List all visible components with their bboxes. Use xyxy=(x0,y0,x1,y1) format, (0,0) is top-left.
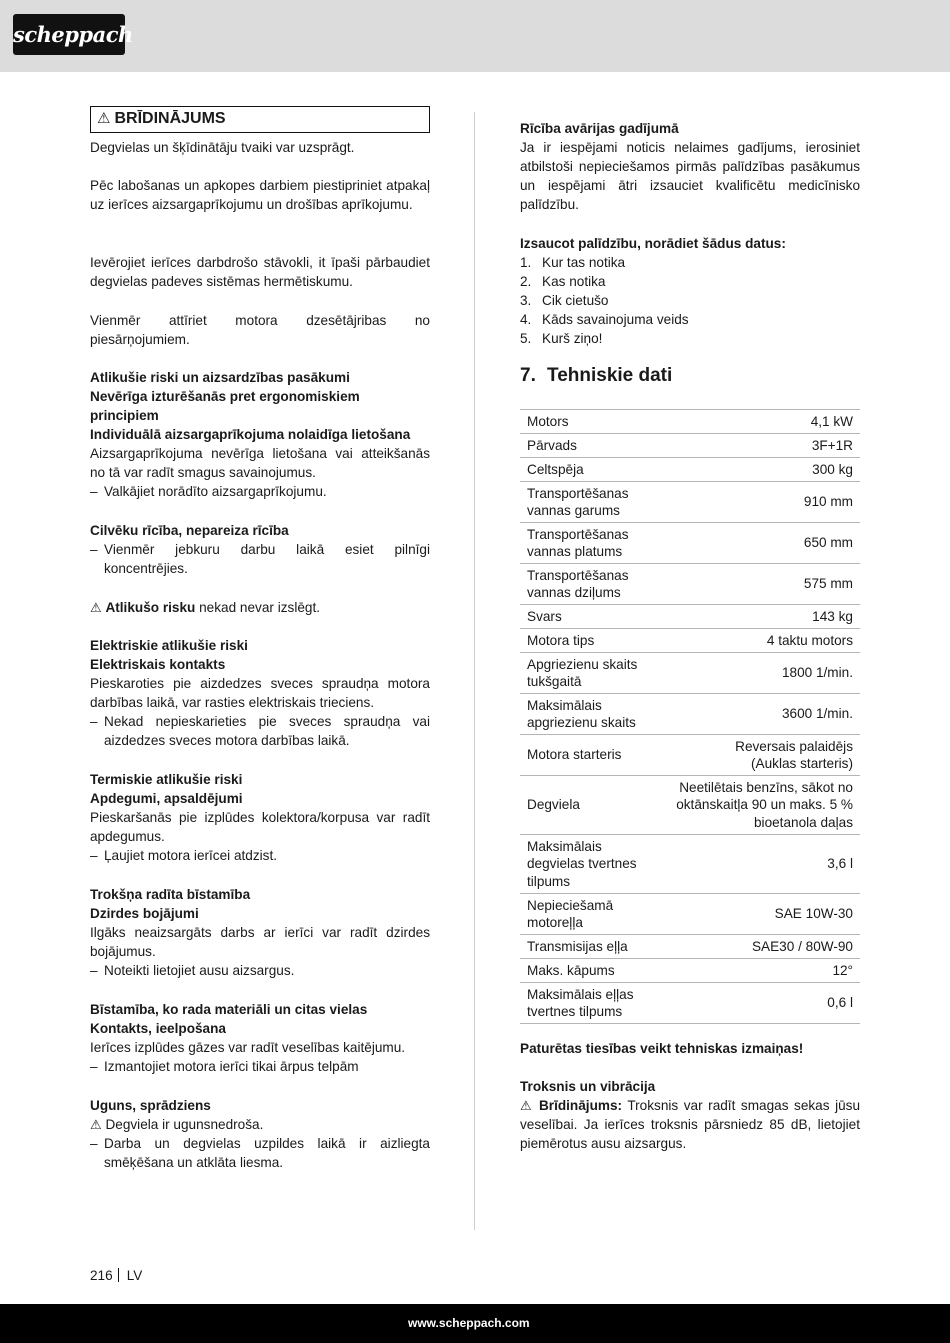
electric-contact-heading: Elektriskais kontakts xyxy=(90,657,226,672)
fire-warning: ⚠ Degviela ir ugunsnedroša. xyxy=(90,1117,264,1132)
spec-label: Maksimālais degvielas tvertnes tilpums xyxy=(520,835,664,894)
page-number: 216 xyxy=(90,1268,113,1283)
list-item: 4. Kāds savainojuma veids xyxy=(520,312,689,327)
spec-label: Celtspēja xyxy=(520,458,664,482)
spec-value: 0,6 l xyxy=(664,983,860,1024)
list-item: 3. Cik cietušo xyxy=(520,293,609,308)
table-row xyxy=(520,983,860,1024)
spec-value: 4 taktu motors xyxy=(664,629,860,653)
spec-label: Motora starteris xyxy=(520,735,664,776)
scheppach-logo: scheppach xyxy=(13,14,125,55)
fire-section xyxy=(90,1096,430,1172)
table-row xyxy=(520,735,860,776)
spec-label: Motors xyxy=(520,410,664,434)
ppe-text: Aizsargaprīkojuma nevērīga lietošana vai atteikšanās no tā var radīt smagus savainojumus. xyxy=(90,446,430,480)
section-heading xyxy=(520,364,860,388)
warning-triangle-icon: ⚠ xyxy=(97,110,111,127)
table-row xyxy=(520,458,860,482)
ppe-list-item: – Valkājiet norādīto aizsargaprīkojumu. xyxy=(90,482,430,501)
table-row xyxy=(520,694,860,735)
technical-data-table xyxy=(520,409,860,1024)
electric-heading: Elektriskie atlikušie riski xyxy=(90,638,248,653)
table-row xyxy=(520,410,860,434)
spec-value: 143 kg xyxy=(664,605,860,629)
header-bar xyxy=(0,0,950,72)
noise-list-item: – Noteikti lietojiet ausu aizsargus. xyxy=(90,961,430,980)
table-row xyxy=(520,894,860,935)
materials-text: Ierīces izplūdes gāzes var radīt veselības kaitējumu. xyxy=(90,1040,406,1055)
residual-risks-section xyxy=(90,368,430,501)
noise-section xyxy=(90,885,430,980)
call-heading: Izsaucot palīdzību, norādiet šādus datus: xyxy=(520,236,786,251)
spec-label: Apgriezienu skaits tukšgaitā xyxy=(520,653,664,694)
residual-heading: Atlikušie riski un aizsardzības pasākumi xyxy=(90,370,350,385)
warning-text-4: Vienmēr attīriet motora dzesētājribas no piesārņojumiem. xyxy=(90,313,430,347)
warning-text-3: Ievērojiet ierīces darbdrošo stāvokli, it īpaši pārbaudiet degvielas padeves sistēmas hermētiskumu. xyxy=(90,255,430,289)
warning-header-box xyxy=(90,106,430,133)
list-item: 2. Kas notika xyxy=(520,274,606,289)
behavior-list-item: – Vienmēr jebkuru darbu laikā esiet pilnīgi koncentrējies. xyxy=(90,540,430,578)
page-footer xyxy=(90,1266,142,1285)
electric-section xyxy=(90,636,430,750)
emergency-section xyxy=(520,119,860,214)
spec-value: 3600 1/min. xyxy=(664,694,860,735)
behavior-heading: Cilvēku rīcība, nepareiza rīcība xyxy=(90,523,289,538)
table-row xyxy=(520,564,860,605)
noise-text: Ilgāks neaizsargāts darbs ar ierīci var radīt dzirdes bojājumus. xyxy=(90,925,430,959)
warning-triangle-icon: ⚠ xyxy=(520,1098,534,1113)
spec-value: 3,6 l xyxy=(664,835,860,894)
spec-label: Transmisijas eļļa xyxy=(520,935,664,959)
spec-label: Transportēšanas vannas garums xyxy=(520,482,664,523)
section-title: Tehniskie dati xyxy=(547,365,673,386)
column-divider xyxy=(474,112,475,1230)
ergonomics-heading: Nevērīga izturēšanās pret ergonomiskiem principiem xyxy=(90,389,360,423)
call-section xyxy=(520,234,860,348)
noise-vibration-heading: Troksnis un vibrācija xyxy=(520,1079,656,1094)
spec-value: 910 mm xyxy=(664,482,860,523)
bottom-bar xyxy=(0,1304,950,1343)
spec-label: Pārvads xyxy=(520,434,664,458)
electric-text: Pieskaroties pie aizdedzes sveces spraudņa motora darbības laikā, var rasties elektriskais trieciens. xyxy=(90,676,430,710)
table-row xyxy=(520,523,860,564)
materials-section xyxy=(90,1000,430,1076)
behavior-section xyxy=(90,521,430,578)
table-row xyxy=(520,959,860,983)
noise-vibration-text: ⚠ Brīdinājums: Troksnis var radīt smagas sekas jūsu veselībai. Ja ierīces troksnis pārsniedz 85 dB, lietojiet piemērotus ausu aizsargus. xyxy=(520,1098,861,1151)
spec-value: Neetilētais benzīns, sākot no oktānskaitļa 90 un maks. 5 % bioetanola daļas xyxy=(664,776,860,835)
thermal-section xyxy=(90,770,430,865)
language-code: LV xyxy=(126,1268,143,1283)
website-url: www.scheppach.com xyxy=(408,1316,530,1330)
noise-vibration-section xyxy=(520,1077,860,1153)
spec-label: Transportēšanas vannas dziļums xyxy=(520,564,664,605)
spec-value: 12° xyxy=(664,959,860,983)
spec-label: Maksimālais eļļas tvertnes tilpums xyxy=(520,983,664,1024)
hearing-heading: Dzirdes bojājumi xyxy=(90,906,199,921)
spec-value: 3F+1R xyxy=(664,434,860,458)
spec-label: Motora tips xyxy=(520,629,664,653)
materials-list-item: – Izmantojiet motora ierīci tikai ārpus telpām xyxy=(90,1057,430,1076)
residual-risk-note: ⚠ Atlikušo risku nekad nevar izslēgt. xyxy=(90,600,321,615)
spec-label: Transportēšanas vannas platums xyxy=(520,523,664,564)
fire-heading: Uguns, sprādziens xyxy=(90,1098,211,1113)
spec-label: Degviela xyxy=(520,776,664,835)
warning-triangle-icon: ⚠ xyxy=(90,1117,102,1132)
table-row xyxy=(520,482,860,523)
thermal-heading: Termiskie atlikušie riski xyxy=(90,772,243,787)
list-item: 5. Kurš ziņo! xyxy=(520,331,603,346)
warning-title: BRĪDINĀJUMS xyxy=(114,110,226,127)
table-row xyxy=(520,434,860,458)
table-row xyxy=(520,935,860,959)
spec-value: 1800 1/min. xyxy=(664,653,860,694)
noise-heading: Trokšņa radīta bīstamība xyxy=(90,887,251,902)
table-row xyxy=(520,776,860,835)
spec-label: Svars xyxy=(520,605,664,629)
electric-list-item: – Nekad nepieskarieties pie sveces spraudņa vai aizdedzes sveces motora darbības laikā. xyxy=(90,712,430,750)
spec-label: Maks. kāpums xyxy=(520,959,664,983)
spec-value: 575 mm xyxy=(664,564,860,605)
burns-heading: Apdegumi, apsaldējumi xyxy=(90,791,243,806)
spec-label: Nepieciešamā motoreļļa xyxy=(520,894,664,935)
spec-value: SAE 10W-30 xyxy=(664,894,860,935)
warning-text-2: Pēc labošanas un apkopes darbiem piestipriniet atpakaļ uz ierīces aizsargaprīkojumu un drošības aprīkojumu. xyxy=(90,178,430,212)
rights-reserved-note: Paturētas tiesības veikt tehniskas izmaiņas! xyxy=(520,1041,804,1056)
inhalation-heading: Kontakts, ieelpošana xyxy=(90,1021,226,1036)
table-row xyxy=(520,605,860,629)
thermal-text: Pieskaršanās pie izplūdes kolektora/korpusa var radīt apdegumus. xyxy=(90,810,430,844)
list-item: 1. Kur tas notika xyxy=(520,255,626,270)
spec-value: 4,1 kW xyxy=(664,410,860,434)
spec-label: Maksimālais apgriezienu skaits xyxy=(520,694,664,735)
table-row xyxy=(520,835,860,894)
spec-value: 650 mm xyxy=(664,523,860,564)
emergency-text: Ja ir iespējami noticis nelaimes gadījums, ierosiniet atbilstoši nepieciešamos pirmās palīdzības pasākumus un iespējami ātri izsauciet kvalificētu medicīnisko palīdzību. xyxy=(520,140,860,212)
emergency-heading: Rīcība avārijas gadījumā xyxy=(520,121,679,136)
table-row xyxy=(520,629,860,653)
footer-separator xyxy=(118,1268,119,1282)
warning-text-1: Degvielas un šķīdinātāju tvaiki var uzsprāgt. xyxy=(90,140,355,155)
spec-value: 300 kg xyxy=(664,458,860,482)
materials-heading: Bīstamība, ko rada materiāli un citas vielas xyxy=(90,1002,368,1017)
section-number: 7. xyxy=(520,365,536,386)
thermal-list-item: – Ļaujiet motora ierīcei atdzist. xyxy=(90,846,430,865)
ppe-heading: Individuālā aizsargaprīkojuma nolaidīga lietošana xyxy=(90,427,411,442)
fire-list-item: – Darba un degvielas uzpildes laikā ir aizliegta smēķēšana un atklāta liesma. xyxy=(90,1134,430,1172)
warning-triangle-icon: ⚠ xyxy=(90,600,102,615)
table-row xyxy=(520,653,860,694)
spec-value: SAE30 / 80W-90 xyxy=(664,935,860,959)
spec-value: Reversais palaidējs (Auklas starteris) xyxy=(664,735,860,776)
